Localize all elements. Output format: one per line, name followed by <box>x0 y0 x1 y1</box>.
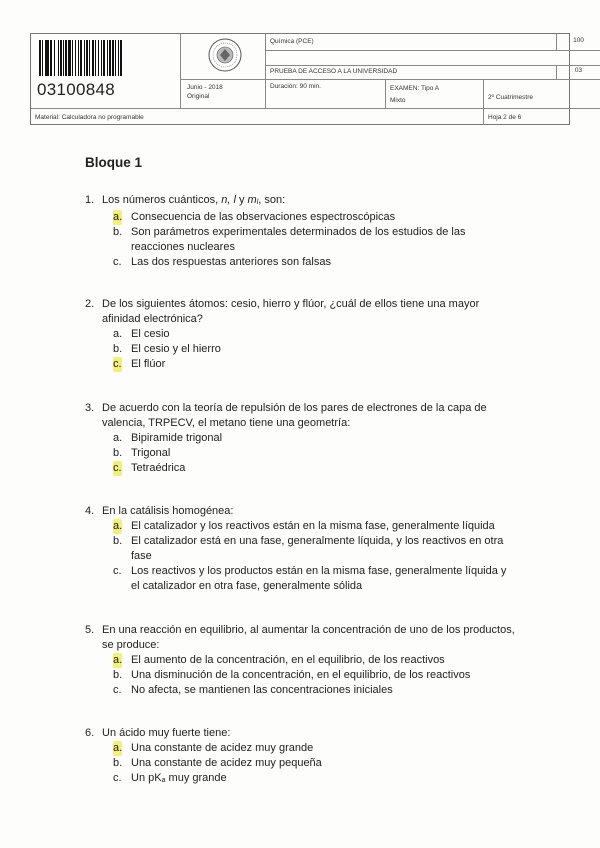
stem-variable-ml: ml <box>247 194 259 206</box>
exam-version: Original <box>187 93 210 100</box>
university-seal-icon <box>208 38 242 72</box>
option-a: a. El aumento de la concentración, en el equilibrio, de los reactivos <box>113 654 445 666</box>
option-b: b. Una constante de acidez muy pequeña <box>113 757 322 769</box>
duration-cell: Duración: 90 min. <box>266 79 386 108</box>
exam-type-cell <box>386 79 484 108</box>
option-a: a. Consecuencia de las observaciones espectroscópicas <box>113 211 396 223</box>
option-c: c. El flúor <box>113 358 166 370</box>
seal-area <box>181 34 266 79</box>
question-3 <box>85 401 515 476</box>
subject-cell: Química (PCE) <box>266 34 556 51</box>
barcode-area <box>31 34 181 108</box>
exam-type: EXAMEN: Tipo A <box>390 85 440 92</box>
sheet-number: Hoja 2 de 6 <box>484 108 600 125</box>
exam-title: PRUEBA DE ACCESO A LA UNIVERSIDAD <box>266 65 556 79</box>
question-stem <box>85 193 515 210</box>
stem-variables: n, l <box>221 194 236 206</box>
question-2 <box>85 297 515 372</box>
stem-text: y <box>238 194 245 206</box>
date-cell <box>181 79 266 108</box>
question-stem: 6. Un ácido muy fuerte tiene: <box>85 727 231 739</box>
material-cell: Material: Calculadora no programable <box>31 108 484 125</box>
option-c: c. Los reactivos y los productos están en la misma fase, generalmente líquida y el catalizador en otra fase, generalmente sólida <box>113 565 507 592</box>
option-b: b. Trigonal <box>113 447 171 459</box>
question-6 <box>85 726 515 788</box>
exam-code: 03 <box>556 65 600 79</box>
option-c: c. Tetraédrica <box>113 462 186 474</box>
question-number: 3. <box>85 402 95 414</box>
barcode-number: 03100848 <box>37 80 116 99</box>
exam-mode: Mixto <box>390 97 406 104</box>
option-a: a. El cesio <box>113 328 170 340</box>
barcode <box>39 40 171 76</box>
question-5 <box>85 623 515 698</box>
option-b: b. El catalizador está en una fase, generalmente líquida, y los reactivos en otra fase <box>113 535 504 562</box>
term-cell: 2º Cuatrimestre <box>484 79 600 108</box>
option-c: c. No afecta, se mantienen las concentraciones iniciales <box>113 684 393 696</box>
exam-date: Junio - 2018 <box>187 84 223 91</box>
option-c: c. Un pKa muy grande <box>113 772 227 784</box>
exam-header <box>30 33 584 125</box>
question-1 <box>85 193 515 270</box>
option-b: b. Son parámetros experimentales determinados de los estudios de las reacciones nucleares <box>113 226 466 253</box>
question-number: 4. <box>85 505 95 517</box>
question-stem: 4. En la catálisis homogénea: <box>85 505 234 517</box>
question-stem: 3. De acuerdo con la teoría de repulsión de los pares de electrones de la capa de valencia, TRPECV, el metano tiene una geometría: <box>85 402 487 429</box>
question-number: 2. <box>85 298 95 310</box>
option-a: a. Bipiramide trigonal <box>113 432 223 444</box>
question-number: 6. <box>85 727 95 739</box>
option-a: a. El catalizador y los reactivos están en la misma fase, generalmente líquida <box>113 520 495 532</box>
question-stem: 2. De los siguientes átomos: cesio, hierro y flúor, ¿cuál de ellos tiene una mayor afinidad electrónica? <box>85 298 480 325</box>
stem-text: Los números cuánticos, <box>102 194 219 206</box>
block-title: Bloque 1 <box>85 155 143 170</box>
option-c: c. Las dos respuestas anteriores son falsas <box>113 256 331 268</box>
option-b: b. El cesio y el hierro <box>113 343 221 355</box>
question-stem: 5. En una reacción en equilibrio, al aumentar la concentración de uno de los productos, se produce: <box>85 624 515 651</box>
question-number: 5. <box>85 624 95 636</box>
option-a: a. Una constante de acidez muy grande <box>113 742 314 754</box>
question-number: 1. <box>85 194 95 206</box>
option-b: b. Una disminución de la concentración, en el equilibrio, de los reactivos <box>113 669 471 681</box>
stem-text: , son: <box>258 194 286 206</box>
barcode-bar <box>122 40 124 76</box>
question-4 <box>85 504 515 594</box>
subject-code: 100 <box>556 34 600 51</box>
